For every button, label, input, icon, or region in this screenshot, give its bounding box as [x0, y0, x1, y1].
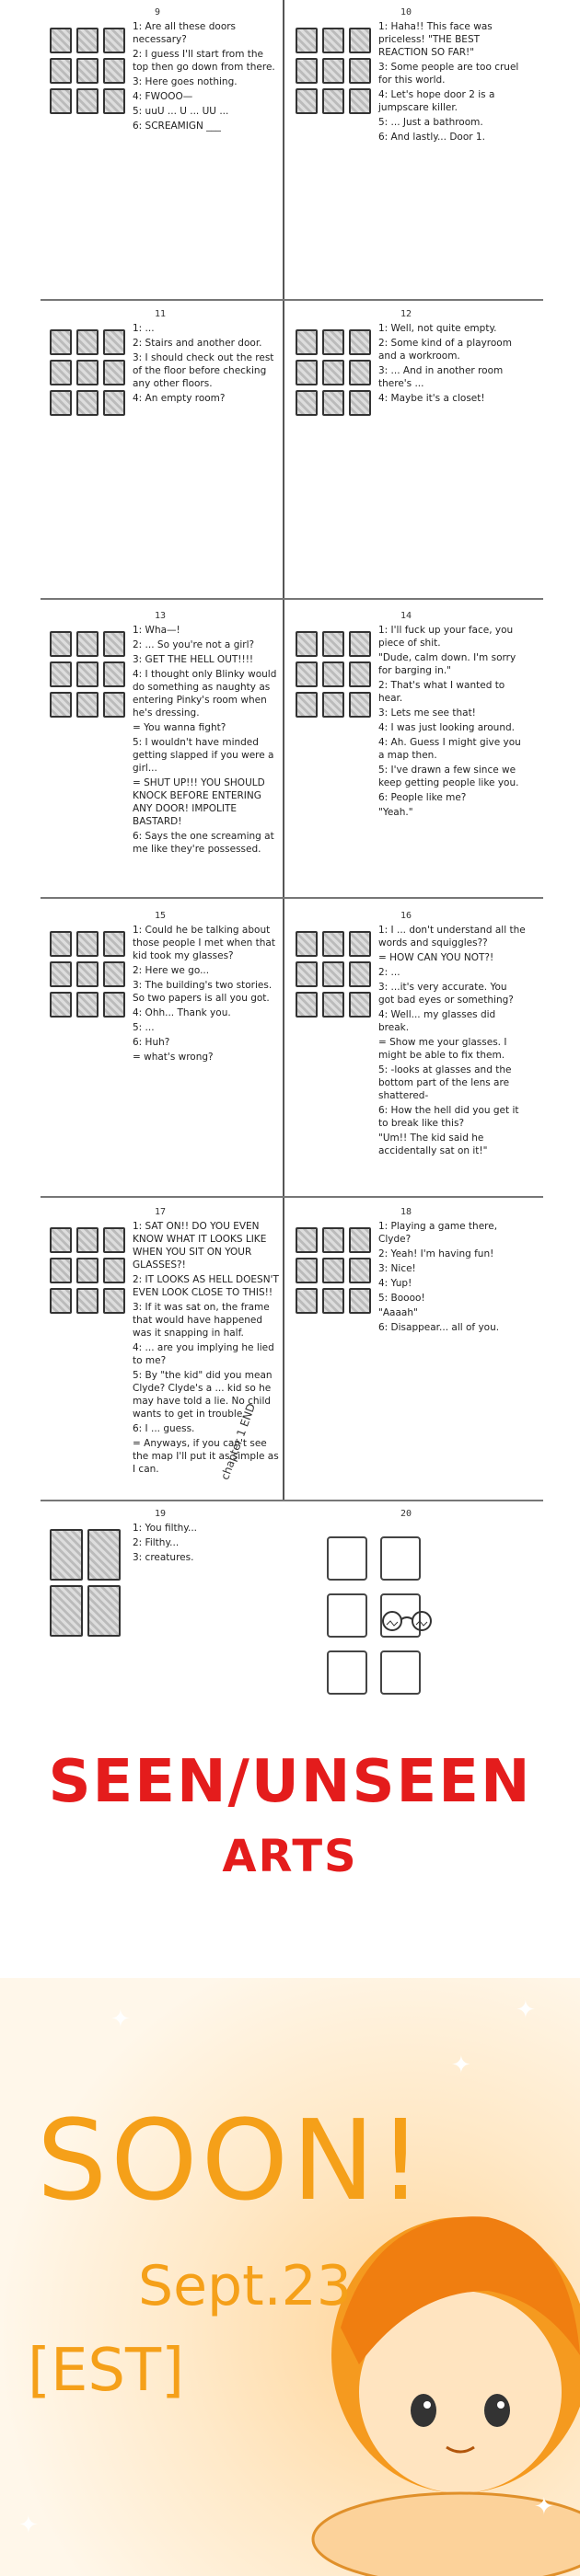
- panel-grid: [296, 28, 371, 114]
- script-line: 3: If it was sat on, the frame that would have happened was it snapping in half.: [133, 1302, 273, 1339]
- script-line: 6: Says the one screaming at me like they're possessed.: [133, 831, 278, 855]
- panel-thumbnail: [50, 1258, 72, 1283]
- panel-thumbnail: [76, 692, 99, 718]
- panel-thumbnail: [322, 329, 344, 355]
- script-line: 2: Some kind of a playroom and a workroom.: [378, 338, 516, 362]
- panel-thumbnail: [50, 1529, 83, 1581]
- panel-thumbnail: [50, 1288, 72, 1314]
- panel-thumbnail: [349, 1258, 371, 1283]
- page-number: 12: [400, 309, 412, 319]
- panel-thumbnail: [103, 631, 125, 657]
- panel-thumbnail: [50, 931, 72, 957]
- panel-thumbnail: [322, 88, 344, 114]
- panel-thumbnail: [322, 661, 344, 687]
- page-number: 15: [155, 911, 167, 921]
- sparkle-icon: ✦: [534, 2493, 554, 2521]
- panel-thumbnail: [103, 360, 125, 385]
- script-lines: [378, 20, 526, 145]
- script-line: = SHUT UP!!! YOU SHOULD KNOCK BEFORE ENTERING ANY DOOR! IMPOLITE BASTARD!: [133, 777, 269, 827]
- chapter-end-note: chapter 1 END: [218, 1401, 259, 1482]
- row-divider: [41, 598, 543, 600]
- script-line: 5: -looks at glasses and the bottom part of the lens are shattered-: [378, 1064, 515, 1101]
- script-line: 5: uuU ... U ... UU ...: [133, 106, 229, 117]
- panel-thumbnail: [349, 88, 371, 114]
- script-lines: [378, 624, 526, 821]
- empty-panel: [380, 1536, 421, 1581]
- panel-thumbnail: [296, 961, 318, 987]
- script-line: 4: Let's hope door 2 is a jumpscare killer.: [378, 89, 498, 113]
- script-line: 6: And lastly... Door 1.: [378, 132, 485, 143]
- panel-thumbnail: [103, 692, 125, 718]
- panel-thumbnail: [103, 28, 125, 53]
- script-line: 6: I ... guess.: [133, 1423, 195, 1434]
- panel-thumbnail: [296, 692, 318, 718]
- panel-thumbnail: [296, 28, 318, 53]
- panel-thumbnail: [349, 931, 371, 957]
- script-lines: [133, 322, 280, 407]
- panel-thumbnail: [76, 58, 99, 84]
- script-line: 5: ... Just a bathroom.: [378, 117, 483, 128]
- panel-thumbnail: [296, 88, 318, 114]
- row-divider: [41, 1196, 543, 1198]
- script-line: 3: I should check out the rest of the floor before checking any other floors.: [133, 352, 277, 389]
- panel-thumbnail: [50, 1585, 83, 1637]
- panel-thumbnail: [296, 631, 318, 657]
- panel-thumbnail: [50, 1227, 72, 1253]
- script-line: 3: GET THE HELL OUT!!!!: [133, 654, 254, 665]
- page-number: 9: [155, 7, 161, 17]
- script-line: 5: By "the kid" did you mean Clyde? Clyde's a ... kid so he may have told a lie. No child wants to get in trouble.: [133, 1370, 275, 1420]
- panel-thumbnail: [322, 28, 344, 53]
- script-line: 2: Yeah! I'm having fun!: [378, 1248, 494, 1259]
- script-line: 3: Some people are too cruel for this world.: [378, 62, 522, 86]
- sparkle-icon: ✦: [110, 2006, 131, 2033]
- panel-thumbnail: [296, 661, 318, 687]
- panel-thumbnail: [103, 961, 125, 987]
- panel-thumbnail: [103, 992, 125, 1018]
- panel-thumbnail: [322, 931, 344, 957]
- script-line: 4: FWOOO—: [133, 91, 193, 102]
- script-line: 1: Could he be talking about those people I met when that kid took my glasses?: [133, 925, 279, 961]
- script-line: 3: The building's two stories. So two papers is all you got.: [133, 980, 275, 1004]
- panel-thumbnail: [349, 692, 371, 718]
- soon-title: SOON!: [37, 2098, 426, 2225]
- script-line: 2: ... So you're not a girl?: [133, 639, 255, 650]
- panel-grid: [50, 931, 125, 1018]
- panel-thumbnail: [296, 329, 318, 355]
- script-line: 4: I was just looking around.: [378, 722, 515, 733]
- script-line: 1: Haha!! This face was priceless! "THE BEST REACTION SO FAR!": [378, 21, 496, 58]
- panel-thumbnail: [322, 390, 344, 416]
- empty-panel: [327, 1650, 367, 1695]
- panel-thumbnail: [76, 360, 99, 385]
- script-line: 1: You filthy...: [133, 1523, 198, 1534]
- script-line: 2: That's what I wanted to hear.: [378, 680, 508, 704]
- script-line: = what's wrong?: [133, 1052, 214, 1063]
- script-line: 5: I've drawn a few since we keep getting people like you.: [378, 765, 519, 788]
- script-line: 5: Boooo!: [378, 1293, 425, 1304]
- panel-thumbnail: [50, 631, 72, 657]
- panel-thumbnail: [322, 58, 344, 84]
- script-lines: [133, 624, 280, 857]
- panel-thumbnail: [76, 28, 99, 53]
- panel-thumbnail: [349, 961, 371, 987]
- page-number: 16: [400, 911, 412, 921]
- panel-thumbnail: [103, 1227, 125, 1253]
- script-line: 1: Well, not quite empty.: [378, 323, 497, 334]
- panel-thumbnail: [50, 28, 72, 53]
- panel-thumbnail: [349, 631, 371, 657]
- panel-thumbnail: [76, 1258, 99, 1283]
- script-line: 2: Here we go...: [133, 965, 210, 976]
- panel-thumbnail: [322, 961, 344, 987]
- script-line: = Anyways, if you can't see the map I'll put it as simple as I can.: [133, 1438, 283, 1475]
- empty-panel: [327, 1593, 367, 1638]
- panel-thumbnail: [50, 58, 72, 84]
- script-line: 3: creatures.: [133, 1552, 194, 1563]
- panel-thumbnail: [103, 88, 125, 114]
- panel-thumbnail: [87, 1529, 121, 1581]
- script-lines: [378, 1220, 526, 1336]
- script-line: = You wanna fight?: [133, 722, 226, 733]
- script-line: 1: SAT ON!! DO YOU EVEN KNOW WHAT IT LOOKS LIKE WHEN YOU SIT ON YOUR GLASSES?!: [133, 1221, 270, 1271]
- row-divider: [41, 299, 543, 301]
- panel-grid: [50, 631, 125, 718]
- script-line: 4: Yup!: [378, 1278, 412, 1289]
- panel-thumbnail: [296, 931, 318, 957]
- panel-thumbnail: [349, 1288, 371, 1314]
- panel-thumbnail: [349, 58, 371, 84]
- script-lines: [133, 1522, 280, 1566]
- panel-grid: [296, 329, 371, 416]
- panel-thumbnail: [322, 1258, 344, 1283]
- panel-grid: [50, 28, 125, 114]
- panel-thumbnail: [296, 1227, 318, 1253]
- panel-thumbnail: [296, 390, 318, 416]
- panel-thumbnail: [322, 992, 344, 1018]
- sparkle-icon: ✦: [451, 2052, 471, 2079]
- panel-thumbnail: [76, 661, 99, 687]
- script-line: 2: Stairs and another door.: [133, 338, 262, 349]
- script-line: 2: I guess I'll start from the top then go down from there.: [133, 49, 275, 73]
- script-line: = Show me your glasses. I might be able to fix them.: [378, 1037, 510, 1061]
- panel-thumbnail: [296, 1258, 318, 1283]
- panel-thumbnail: [349, 360, 371, 385]
- sparkle-icon: ✦: [516, 1996, 536, 2024]
- panel-thumbnail: [103, 661, 125, 687]
- arts-title: ARTS: [222, 1831, 358, 1882]
- panel-thumbnail: [50, 88, 72, 114]
- script-lines: [378, 322, 526, 407]
- script-line: 1: Wha—!: [133, 625, 180, 636]
- script-line: "Yeah.": [378, 807, 413, 818]
- script-line: 4: ... are you implying he lied to me?: [133, 1342, 278, 1366]
- panel-thumbnail: [349, 661, 371, 687]
- script-line: 3: Nice!: [378, 1263, 416, 1274]
- panel-thumbnail: [322, 1288, 344, 1314]
- panel-thumbnail: [349, 390, 371, 416]
- panel-thumbnail: [322, 360, 344, 385]
- script-lines: [133, 20, 280, 134]
- script-line: 4: Ah. Guess I might give you a map then.: [378, 737, 525, 761]
- panel-grid: [50, 1227, 125, 1314]
- page-number: 17: [155, 1207, 167, 1217]
- script-line: 6: Disappear... all of you.: [378, 1322, 500, 1333]
- script-line: 6: Huh?: [133, 1037, 170, 1048]
- panel-thumbnail: [76, 390, 99, 416]
- panel-thumbnail: [103, 390, 125, 416]
- page-number: 14: [400, 611, 412, 621]
- script-line: 3: ...it's very accurate. You got bad eyes or something?: [378, 982, 514, 1006]
- panel-thumbnail: [50, 390, 72, 416]
- panel-thumbnail: [76, 992, 99, 1018]
- panel-thumbnail: [76, 631, 99, 657]
- panel-thumbnail: [322, 692, 344, 718]
- panel-thumbnail: [76, 931, 99, 957]
- panel-thumbnail: [103, 1258, 125, 1283]
- script-line: 6: How the hell did you get it to break like this?: [378, 1105, 522, 1129]
- script-line: "Dude, calm down. I'm sorry for barging in.": [378, 652, 519, 676]
- panel-thumbnail: [103, 931, 125, 957]
- empty-panel: [327, 1536, 367, 1581]
- panel-grid: [296, 1227, 371, 1314]
- seen-unseen-title: SEEN/UNSEEN: [48, 1748, 532, 1816]
- panel-thumbnail: [322, 631, 344, 657]
- sparkle-icon: ✦: [18, 2512, 39, 2539]
- timezone-label: [EST]: [28, 2337, 185, 2405]
- panel-thumbnail: [103, 58, 125, 84]
- script-lines: [133, 1220, 283, 1478]
- script-line: 6: People like me?: [378, 792, 467, 803]
- script-line: 1: ...: [133, 323, 155, 334]
- panel-thumbnail: [349, 329, 371, 355]
- panel-grid: [50, 329, 125, 416]
- panel-thumbnail: [76, 961, 99, 987]
- panel-thumbnail: [50, 692, 72, 718]
- script-line: 3: Lets me see that!: [378, 707, 476, 719]
- panel-thumbnail: [50, 329, 72, 355]
- script-line: 6: SCREAMIGN ___: [133, 121, 221, 132]
- panel-thumbnail: [296, 58, 318, 84]
- script-lines: [378, 924, 529, 1159]
- panel-thumbnail: [50, 961, 72, 987]
- script-line: 4: An empty room?: [133, 393, 226, 404]
- page-number: 10: [400, 7, 412, 17]
- panel-thumbnail: [76, 1288, 99, 1314]
- panel-grid: [296, 631, 371, 718]
- script-line: 4: Ohh... Thank you.: [133, 1007, 231, 1018]
- panel-thumbnail: [50, 661, 72, 687]
- center-divider: [283, 0, 284, 1500]
- row-divider: [41, 1500, 543, 1501]
- script-line: 5: I wouldn't have minded getting slapped if you were a girl...: [133, 737, 277, 774]
- script-line: 2: IT LOOKS AS HELL DOESN'T EVEN LOOK CLOSE TO THIS!!: [133, 1274, 283, 1298]
- page-number: 18: [400, 1207, 412, 1217]
- page-number: 19: [155, 1509, 167, 1519]
- script-line: 4: Well... my glasses did break.: [378, 1009, 499, 1033]
- page-number: 11: [155, 309, 167, 319]
- panel-thumbnail: [296, 1288, 318, 1314]
- page-number: 20: [400, 1509, 412, 1519]
- script-line: 1: Are all these doors necessary?: [133, 21, 239, 45]
- row-divider: [41, 897, 543, 899]
- panel-thumbnail: [322, 1227, 344, 1253]
- panel-thumbnail: [50, 992, 72, 1018]
- glasses-icon: [377, 1610, 436, 1632]
- release-date: Sept.23: [138, 2254, 353, 2318]
- script-line: 4: I thought only Blinky would do something as naughty as entering Pinky's room when he's dressing.: [133, 669, 280, 719]
- panel-thumbnail: [103, 329, 125, 355]
- panel-grid: [296, 931, 371, 1018]
- panel-thumbnail: [349, 992, 371, 1018]
- script-line: 3: Here goes nothing.: [133, 76, 238, 87]
- script-line: = HOW CAN YOU NOT?!: [378, 952, 494, 963]
- script-line: 3: ... And in another room there's ...: [378, 365, 506, 389]
- script-line: 1: I ... don't understand all the words and squiggles??: [378, 925, 529, 949]
- panel-thumbnail: [296, 992, 318, 1018]
- script-line: 5: ...: [133, 1022, 155, 1033]
- script-line: "Aaaah": [378, 1307, 418, 1318]
- panel-thumbnail: [50, 360, 72, 385]
- panel-thumbnail: [76, 1227, 99, 1253]
- page-number: 13: [155, 611, 167, 621]
- panel-thumbnail: [296, 360, 318, 385]
- script-line: 2: Filthy...: [133, 1537, 180, 1548]
- panel-thumbnail: [87, 1585, 121, 1637]
- panel-thumbnail: [76, 88, 99, 114]
- empty-panel: [380, 1650, 421, 1695]
- script-line: 1: Playing a game there, Clyde?: [378, 1221, 501, 1245]
- panel-grid: [50, 1529, 121, 1637]
- panel-thumbnail: [103, 1288, 125, 1314]
- script-line: "Um!! The kid said he accidentally sat on it!": [378, 1133, 488, 1156]
- script-lines: [133, 924, 280, 1065]
- panel-thumbnail: [349, 1227, 371, 1253]
- script-line: 1: I'll fuck up your face, you piece of shit.: [378, 625, 516, 649]
- panel-thumbnail: [76, 329, 99, 355]
- panel-thumbnail: [349, 28, 371, 53]
- script-line: 2: ...: [378, 967, 400, 978]
- script-line: 4: Maybe it's a closet!: [378, 393, 485, 404]
